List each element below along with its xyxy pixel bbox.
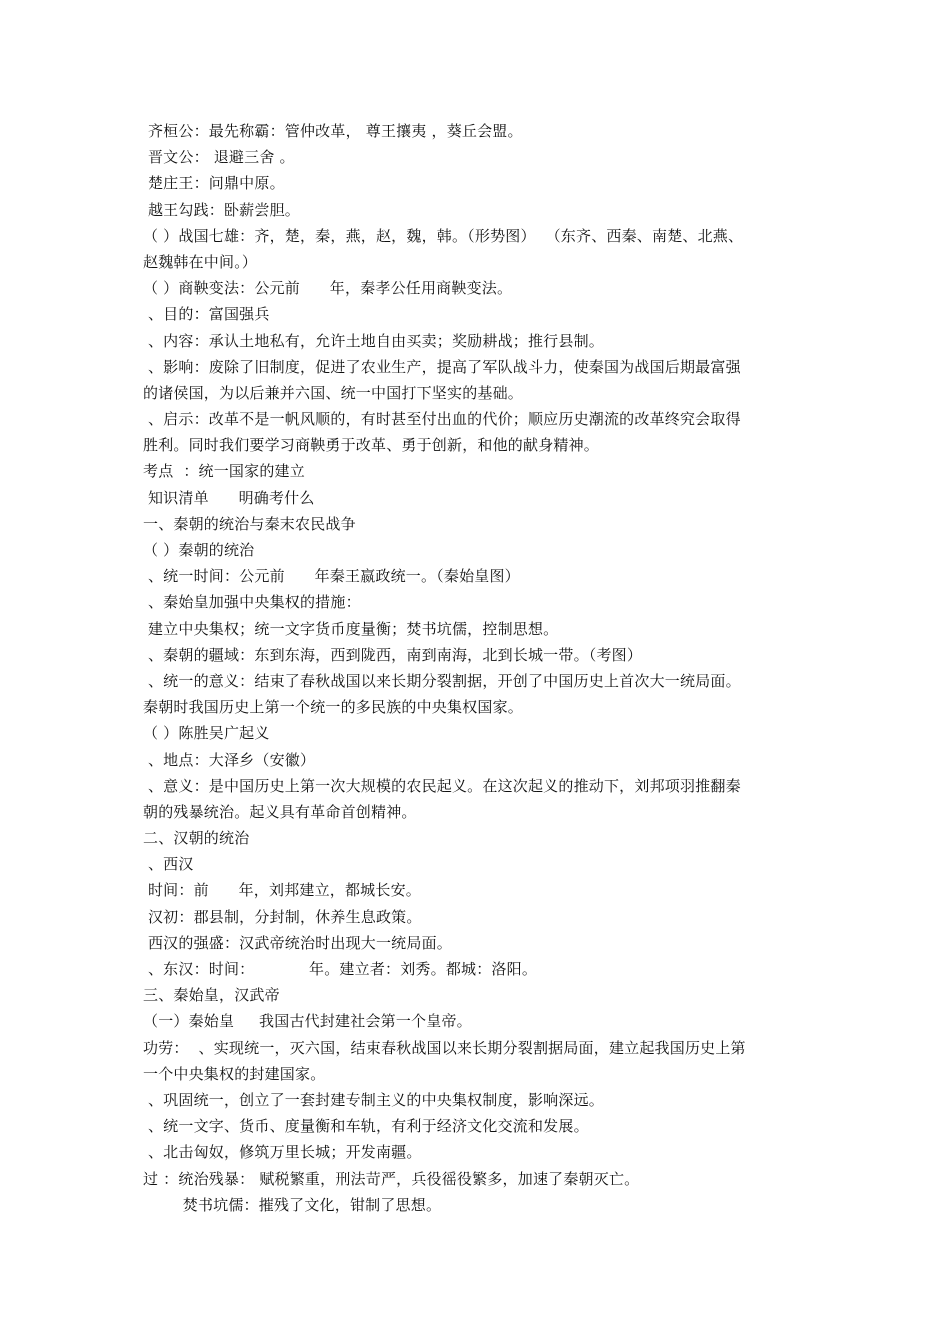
section-heading: 三、秦始皇，汉武帝 <box>143 986 280 1005</box>
text-line: 过 ：统治残暴： 赋税繁重，刑法苛严，兵役徭役繁多，加速了秦朝灭亡。 <box>143 1169 640 1188</box>
text-line: 、巩固统一，创立了一套封建专制主义的中央集权制度，影响深远。 <box>143 1090 604 1109</box>
text-line: 、统一的意义：结束了春秋战国以来长期分裂割据，开创了中国历史上首次大一统局面。 <box>143 671 741 690</box>
text-line: 、秦朝的疆域：东到东海，西到陇西，南到南海，北到长城一带。（考图） <box>143 645 643 664</box>
text-line: （ ）商鞅变法：公元前 年，秦孝公任用商鞅变法。 <box>143 279 513 298</box>
text-line: 楚庄王：问鼎中原。 <box>143 174 285 193</box>
text-line: 时间：前 年，刘邦建立，都城长安。 <box>143 881 421 900</box>
text-line: 、内容：承认土地私有，允许土地自由买卖；奖励耕战；推行县制。 <box>143 331 604 350</box>
text-line: 功劳： 、实现统一，灭六国，结束春秋战国以来长期分裂割据局面，建立起我国历史上第 <box>143 1038 746 1057</box>
text-line: 、影响：废除了旧制度，促进了农业生产，提高了军队战斗力，使秦国为战国后期最富强 <box>143 357 741 376</box>
text-line: 胜利。同时我们要学习商鞅勇于改革、勇于创新，和他的献身精神。 <box>143 436 600 455</box>
text-line: 秦朝时我国历史上第一个统一的多民族的中央集权国家。 <box>143 698 524 717</box>
section-heading: 一、秦朝的统治与秦末农民战争 <box>143 514 356 533</box>
text-line: 朝的残暴统治。起义具有革命首创精神。 <box>143 802 417 821</box>
text-line: 、启示：改革不是一帆风顺的，有时甚至付出血的代价；顺应历史潮流的改革终究会取得 <box>143 410 741 429</box>
text-line: 、统一时间：公元前 年秦王嬴政统一。（秦始皇图） <box>143 567 520 586</box>
text-line: 、东汉：时间： 年。建立者：刘秀。都城：洛阳。 <box>143 960 538 978</box>
text-line: 、目的：富国强兵 <box>143 305 270 324</box>
text-line: 越王勾践：卧薪尝胆。 <box>143 200 300 219</box>
text-line: 、秦始皇加强中央集权的措施： <box>143 593 361 612</box>
text-line: 齐桓公：最先称霸：管仲改革， 尊王攘夷 ，葵丘会盟。 <box>143 122 523 140</box>
text-line: 、统一文字、货币、度量衡和车轨，有利于经济文化交流和发展。 <box>143 1117 589 1136</box>
text-line: 知识清单 明确考什么 <box>143 488 315 507</box>
text-line: 、北击匈奴，修筑万里长城；开发南疆。 <box>143 1143 422 1162</box>
text-line: 建立中央集权；统一文字货币度量衡；焚书坑儒，控制思想。 <box>143 619 559 638</box>
text-line: （一）秦始皇 我国古代封建社会第一个皇帝。 <box>143 1012 472 1031</box>
text-line: 西汉的强盛：汉武帝统治时出现大一统局面。 <box>143 933 452 952</box>
text-line: 、地点：大泽乡（安徽） <box>143 750 316 769</box>
text-line: 赵魏韩在中间。） <box>143 252 258 271</box>
text-line: （ ）陈胜吴广起义 <box>143 724 270 743</box>
text-line: 、西汉 <box>143 855 194 874</box>
document-body <box>143 118 813 1218</box>
section-heading: 考点 ：统一国家的建立 <box>143 462 305 481</box>
text-line: 一个中央集权的封建国家。 <box>143 1064 326 1083</box>
text-line: （ ）战国七雄：齐，楚，秦，燕，赵，魏，韩。（形势图） （东齐、西秦、南楚、北燕、 <box>143 226 744 245</box>
text-line: 、意义：是中国历史上第一次大规模的农民起义。在这次起义的推动下，刘邦项羽推翻秦 <box>143 776 741 795</box>
section-heading: 二、汉朝的统治 <box>143 829 250 848</box>
text-line: （ ）秦朝的统治 <box>143 541 255 559</box>
text-line: 晋文公： 退避三舍 。 <box>143 148 295 167</box>
text-line: 焚书坑儒：摧残了文化，钳制了思想。 <box>143 1195 442 1214</box>
text-line: 汉初：郡县制，分封制，休养生息政策。 <box>143 907 422 926</box>
text-line: 的诸侯国，为以后兼并六国、统一中国打下坚实的基础。 <box>143 383 524 402</box>
